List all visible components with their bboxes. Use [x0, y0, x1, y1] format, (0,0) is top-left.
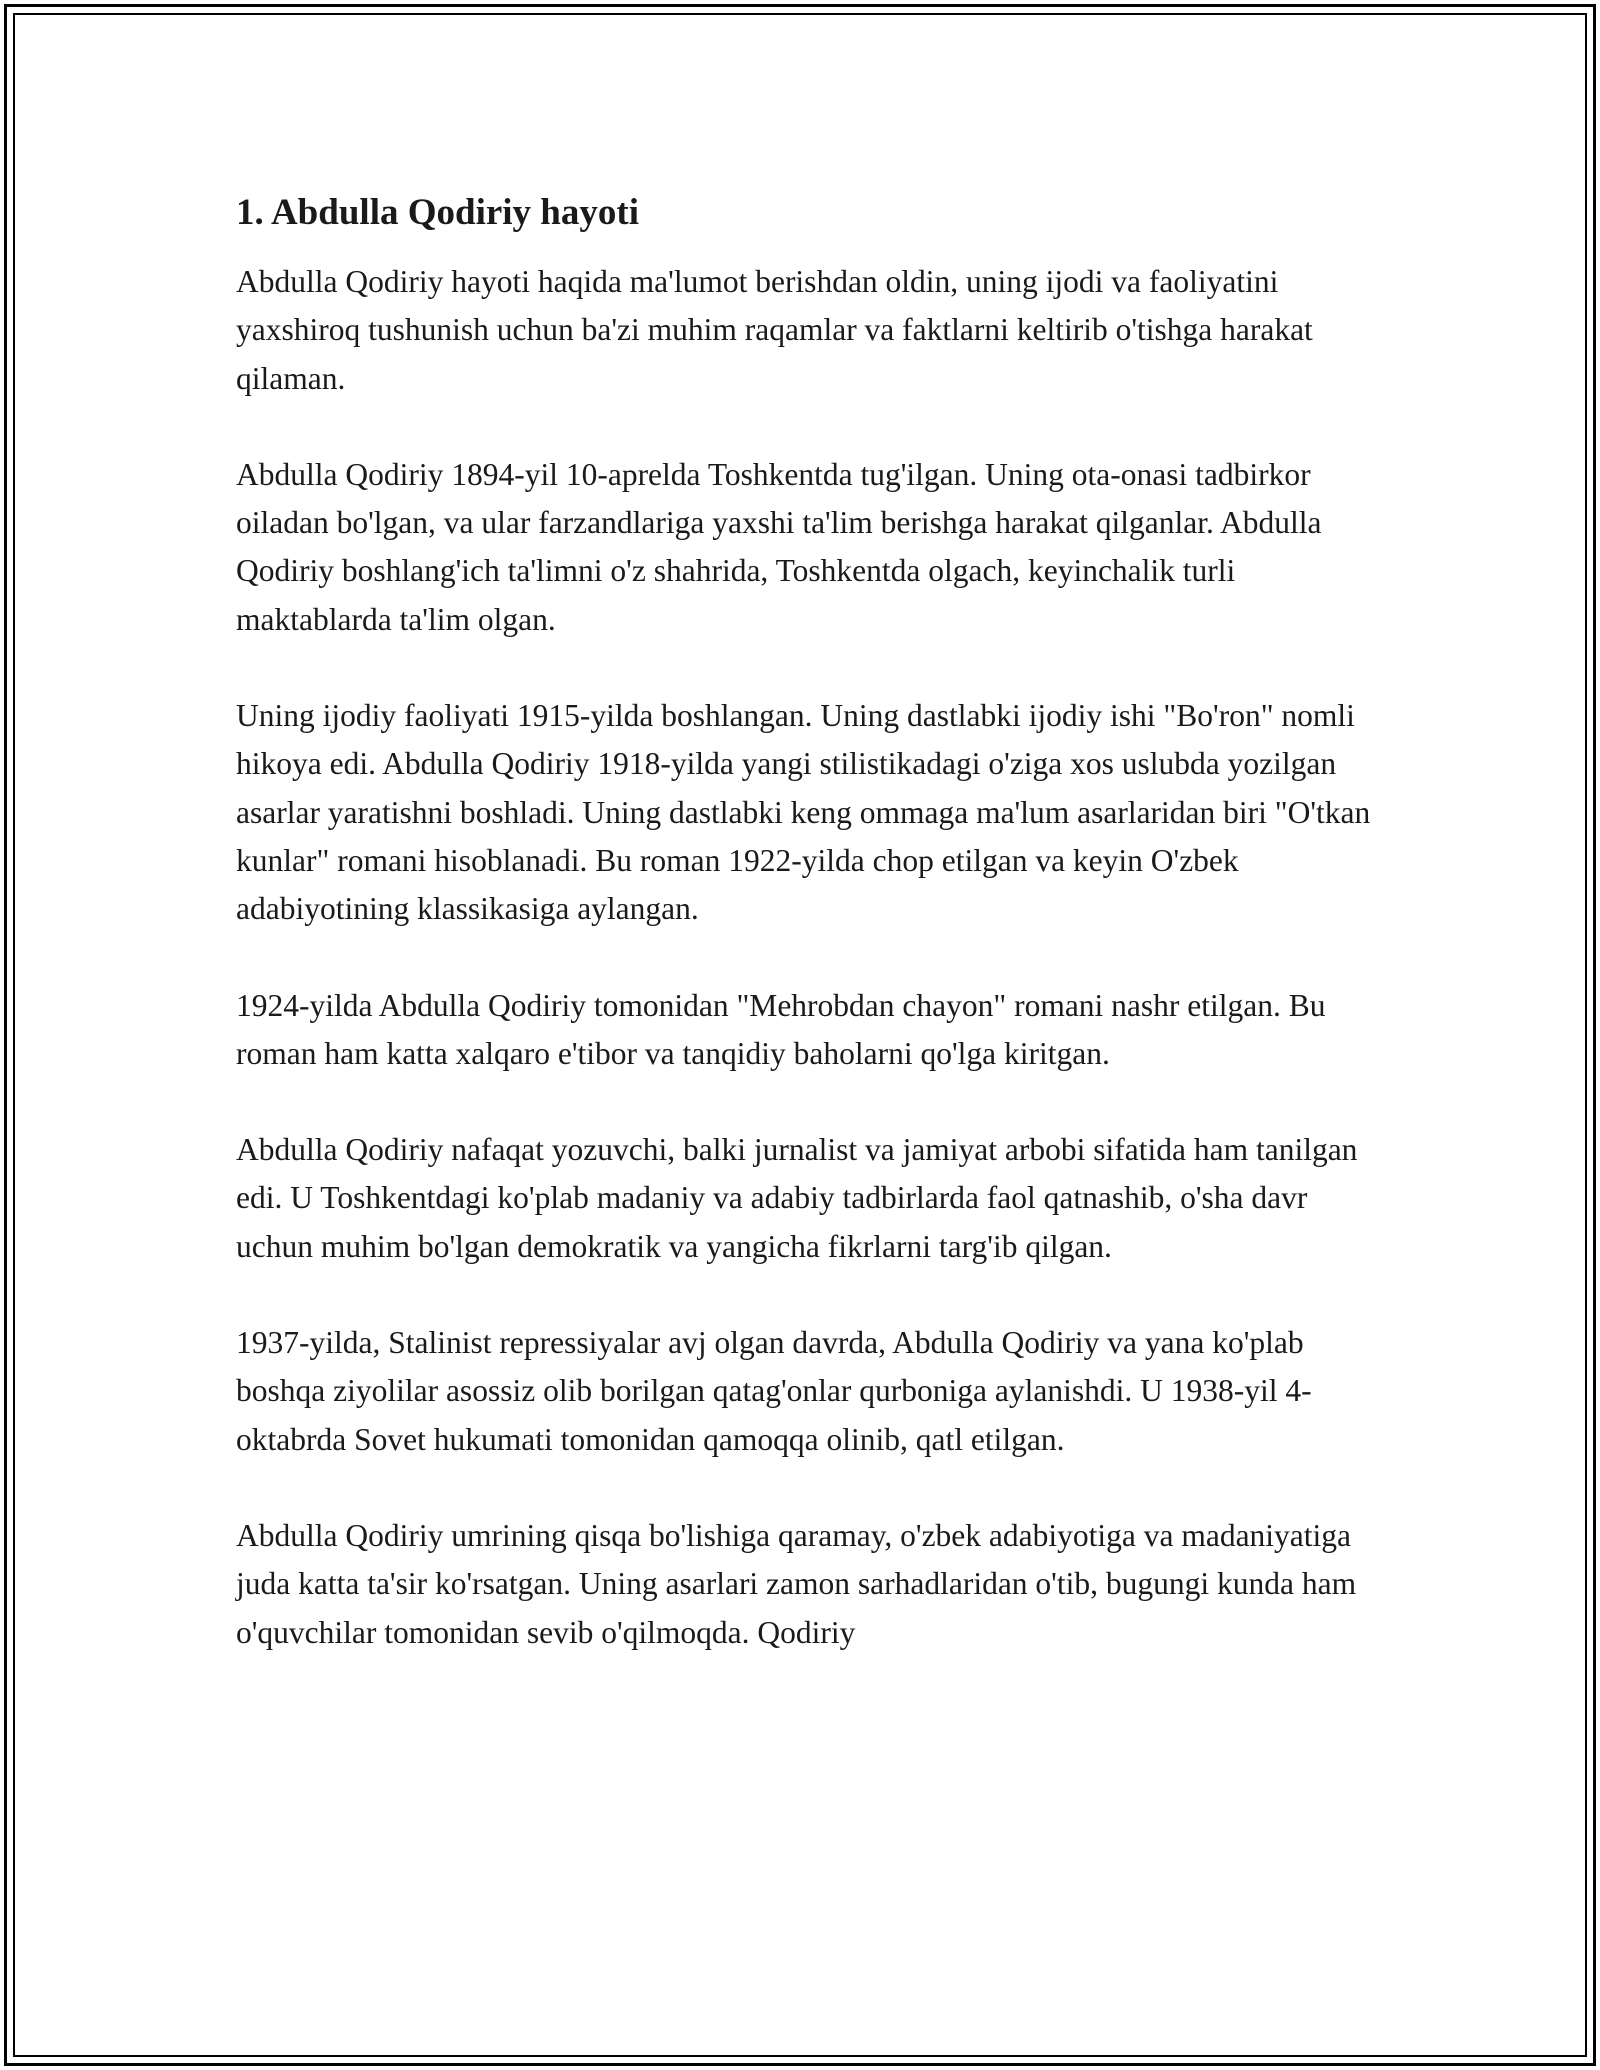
paragraph-public-figure: Abdulla Qodiriy nafaqat yozuvchi, balki jurnalist va jamiyat arbobi sifatida ham tanilgan edi. U Toshkentdagi ko'plab madaniy va adabiy tadbirlarda faol qatnashib, o'sha davr uchun muhim bo'lgan demokratik va yangicha fikrlarni targ'ib qilgan.	[236, 1132, 1358, 1264]
paragraph-1924-novel: 1924-yilda Abdulla Qodiriy tomonidan "Mehrobdan chayon" romani nashr etilgan. Bu roman ham katta xalqaro e'tibor va tanqidiy baholarni qo'lga kiritgan.	[236, 987, 1326, 1071]
paragraph-legacy: Abdulla Qodiriy umrining qisqa bo'lishiga qaramay, o'zbek adabiyotiga va madaniyatiga juda katta ta'sir ko'rsatgan. Uning asarlari zamon sarhadlaridan o'tib, bugungi kunda ham o'quvchilar tomonidan sevib o'qilmoqda. Qodiriy	[236, 1517, 1357, 1650]
document-body	[236, 188, 1386, 1705]
paragraph-creative-activity: Uning ijodiy faoliyati 1915-yilda boshlangan. Uning dastlabki ijodiy ishi "Bo'ron" nomli hikoya edi. Abdulla Qodiriy 1918-yilda yangi stilistikadagi o'ziga xos uslubda yozilgan asarlar yaratishni boshladi. Uning dastlabki keng ommaga ma'lum asarlaridan biri "O'tkan kunlar" romani hisoblanadi. Bu roman 1922-yilda chop etilgan va keyin O'zbek adabiyotining klassikasiga aylangan.	[236, 698, 1371, 927]
paragraph-repression: 1937-yilda, Stalinist repressiyalar avj olgan davrda, Abdulla Qodiriy va yana ko'plab boshqa ziyolilar asossiz olib borilgan qatag'onlar qurboniga aylanishdi. U 1938-yil 4-oktabrda Sovet hukumati tomonidan qamoqqa olinib, qatl etilgan.	[236, 1325, 1312, 1457]
paragraph-birth: Abdulla Qodiriy 1894-yil 10-aprelda Toshkentda tug'ilgan. Uning ota-onasi tadbirkor oiladan bo'lgan, va ular farzandlariga yaxshi ta'lim berishga harakat qilganlar. Abdulla Qodiriy boshlang'ich ta'limni o'z shahrida, Toshkentda olgach, keyinchalik turli maktablarda ta'lim olgan.	[236, 456, 1322, 637]
paragraph-intro: Abdulla Qodiriy hayoti haqida ma'lumot berishdan oldin, uning ijodi va faoliyatini yaxshiroq tushunish uchun ba'zi muhim raqamlar va faktlarni keltirib o'tishga harakat qilaman.	[236, 264, 1313, 396]
section-heading: 1. Abdulla Qodiriy hayoti	[236, 192, 639, 233]
